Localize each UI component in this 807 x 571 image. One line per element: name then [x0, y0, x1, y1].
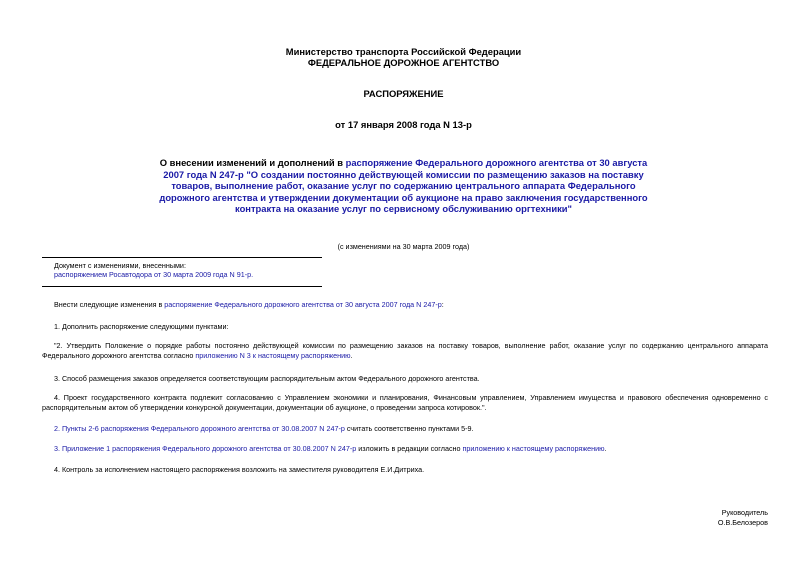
document-title: [150, 157, 657, 215]
signature-name: О.В.Белозеров: [717, 518, 768, 527]
appendix-3-link[interactable]: приложению N 3 к настоящему распоряжению: [195, 350, 351, 360]
title-link[interactable]: распоряжение Федерального дорожного агентства от 30 августа 2007 года N 247-р "О создании постоянно действующей комиссии по размещению заказов на поставку товаров, выполнение работ, оказание услуг по содержанию центрального аппарата Федерального дорожного агентства и утверждении документации об аукционе на право заключения государственного контракта на оказание услуг по сервисному обслуживанию оргтехники": [159, 157, 648, 214]
document-type: РАСПОРЯЖЕНИЕ: [363, 88, 444, 99]
document-date: от 17 января 2008 года N 13-р: [335, 119, 472, 130]
signature-role: Руководитель: [721, 508, 768, 517]
item-1: 1. Дополнить распоряжение следующими пунктами:: [54, 322, 229, 331]
paragraph-2-link[interactable]: 2. Пункты 2-6 распоряжения Федерального дорожного агентства от 30.08.2007 N 247-р: [54, 424, 345, 433]
intro-paragraph: [54, 300, 444, 310]
item-4: 4. Проект государственного контракта подлежит согласованию с Управлением экономики и планирования, Финансовым управлением, Управлением имущества и правового обеспечения одновременно с распорядительным актом об утверждении конкурсной документации, документации об аукционе, о проведении запроса котировок.".: [42, 393, 768, 412]
paragraph-3-middle: изложить в редакции согласно: [356, 444, 463, 453]
paragraph-2-suffix: считать соответственно пунктами 5-9.: [344, 424, 474, 433]
paragraph-3-link[interactable]: 3. Приложение 1 распоряжения Федерального дорожного агентства от 30.08.2007 N 247-р: [54, 444, 357, 453]
divider-top: [42, 257, 322, 258]
paragraph-2: [54, 424, 474, 434]
divider-bottom: [42, 286, 322, 287]
quote-suffix: .: [350, 350, 353, 360]
item-3: 3. Способ размещения заказов определяется соответствующим распорядительным актом Федерального дорожного агентства.: [54, 374, 480, 383]
paragraph-3: [54, 444, 607, 454]
appendix-link[interactable]: приложению к настоящему распоряжению: [462, 444, 605, 453]
quote-prefix: "2. Утвердить Положение о порядке работы постоянно действующей комиссии по размещению заказов на поставку товаров, выполнение работ, оказание услуг по содержанию центрального аппарата Федерального дорожного агентства согласно: [42, 341, 768, 360]
agency-name: ФЕДЕРАЛЬНОЕ ДОРОЖНОЕ АГЕНТСТВО: [307, 57, 500, 68]
title-prefix: О внесении изменений и дополнений в: [159, 157, 346, 168]
ministry-name: Министерство транспорта Российской Федерации: [285, 46, 522, 57]
paragraph-4: 4. Контроль за исполнением настоящего распоряжения возложить на заместителя руководителя Е.И.Дитриха.: [54, 465, 425, 474]
amendments-label: Документ с изменениями, внесенными:: [54, 261, 186, 270]
intro-suffix: :: [441, 300, 444, 309]
quoted-item-2: [42, 341, 768, 360]
paragraph-3-suffix: .: [604, 444, 607, 453]
revision-note: (с изменениями на 30 марта 2009 года): [337, 242, 470, 251]
amendments-link[interactable]: распоряжением Росавтодора от 30 марта 2009 года N 91-р.: [54, 270, 254, 279]
intro-prefix: Внести следующие изменения в: [54, 300, 165, 309]
intro-link[interactable]: распоряжение Федерального дорожного агентства от 30 августа 2007 года N 247-р: [164, 300, 442, 309]
